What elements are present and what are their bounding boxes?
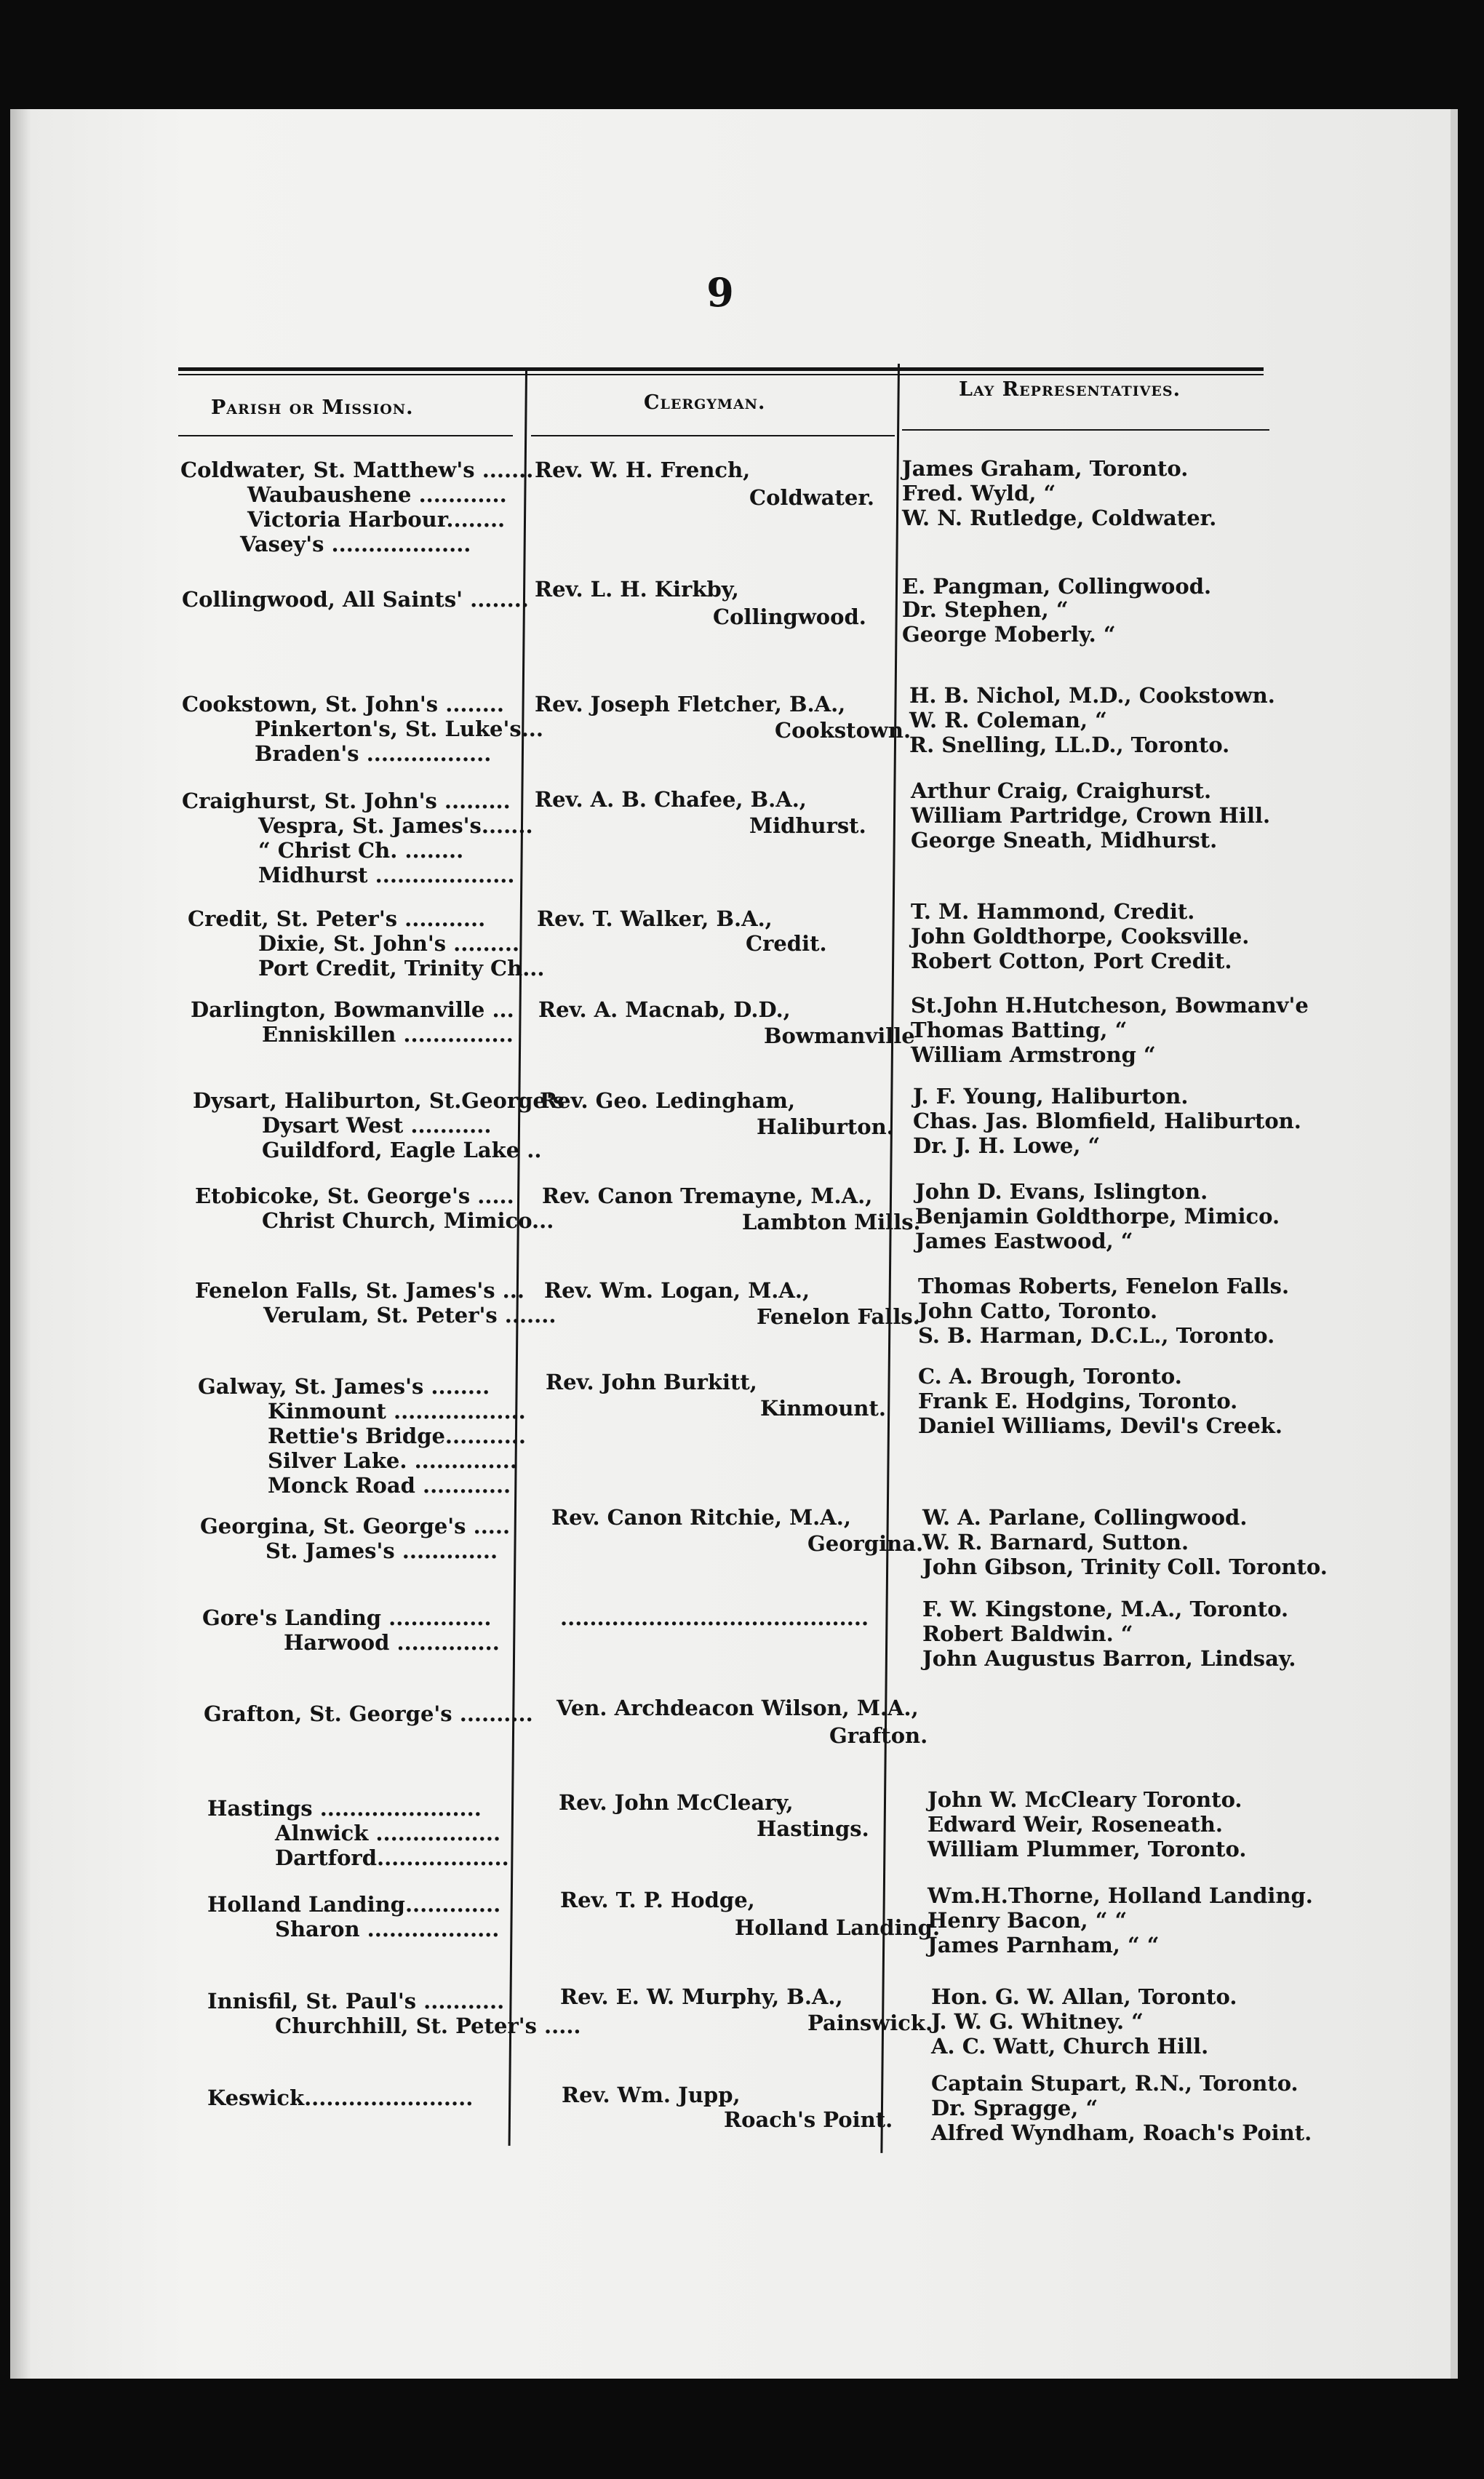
clergyman-line: Rev. Canon Tremayne, M.A., <box>542 1183 873 1208</box>
lay-representative-line: C. A. Brough, Toronto. <box>918 1364 1182 1389</box>
clergyman-line: Rev. L. H. Kirkby, <box>535 577 739 602</box>
lay-representative-line: J. W. G. Whitney. “ <box>931 2009 1144 2034</box>
parish-line: Collingwood, All Saints' ........ <box>182 587 529 612</box>
lay-representative-line: Captain Stupart, R.N., Toronto. <box>931 2071 1298 2096</box>
clergyman-line: Kinmount. <box>760 1396 886 1421</box>
parish-line: Monck Road ............ <box>268 1473 511 1498</box>
parish-line: Gore's Landing .............. <box>202 1605 492 1630</box>
parish-line: Pinkerton's, St. Luke's... <box>255 716 543 741</box>
lay-representative-line: W. N. Rutledge, Coldwater. <box>902 506 1217 530</box>
parish-line: Guildford, Eagle Lake .. <box>262 1138 542 1162</box>
lay-representative-line: John W. McCleary Toronto. <box>928 1787 1242 1812</box>
parish-line: Dysart, Haliburton, St.George's <box>193 1088 565 1113</box>
clergyman-line: Ven. Archdeacon Wilson, M.A., <box>556 1696 919 1720</box>
clergyman-line: Rev. E. W. Murphy, B.A., <box>560 1984 843 2009</box>
clergyman-line: Painswick. <box>807 2011 933 2035</box>
parish-line: Waubaushene ............ <box>247 482 507 507</box>
lay-representative-line: James Graham, Toronto. <box>902 456 1189 481</box>
clergyman-line: Rev. John McCleary, <box>559 1790 794 1815</box>
header-underline-parish <box>178 435 513 436</box>
clergyman-line: Georgina. <box>807 1531 924 1556</box>
clergyman-line: Haliburton. <box>757 1114 894 1139</box>
clergyman-line: .......................................... <box>560 1605 869 1630</box>
lay-representative-line: Chas. Jas. Blomfield, Haliburton. <box>913 1109 1301 1133</box>
lay-representative-line: Robert Cotton, Port Credit. <box>911 949 1232 973</box>
clergyman-line: Rev. Wm. Logan, M.A., <box>544 1278 810 1303</box>
clergyman-line: Rev. T. P. Hodge, <box>560 1888 755 1912</box>
parish-line: Port Credit, Trinity Ch... <box>258 956 545 981</box>
lay-representative-line: Thomas Roberts, Fenelon Falls. <box>918 1274 1290 1298</box>
lay-representative-line: W. R. Barnard, Sutton. <box>922 1530 1189 1554</box>
page-sheet <box>10 109 1458 2379</box>
parish-line: Fenelon Falls, St. James's ... <box>195 1278 524 1303</box>
clergyman-line: Fenelon Falls. <box>757 1304 920 1329</box>
parish-line: Christ Church, Mimico... <box>262 1208 554 1233</box>
clergyman-line: Rev. W. H. French, <box>535 458 751 482</box>
lay-representative-line: S. B. Harman, D.C.L., Toronto. <box>918 1323 1275 1348</box>
lay-representative-line: Edward Weir, Roseneath. <box>928 1812 1223 1837</box>
lay-representative-line: Benjamin Goldthorpe, Mimico. <box>915 1204 1280 1229</box>
parish-line: Vasey's ................... <box>240 532 471 556</box>
lay-representative-line: Henry Bacon, “ “ <box>928 1908 1128 1933</box>
clergyman-line: Rev. Canon Ritchie, M.A., <box>551 1505 851 1530</box>
lay-representative-line: Arthur Craig, Craighurst. <box>911 778 1212 803</box>
parish-line: Dysart West ........... <box>262 1113 492 1138</box>
lay-representative-line: W. R. Coleman, “ <box>909 708 1107 732</box>
header-parish: Parish or Mission. <box>211 396 414 419</box>
lay-representative-line: F. W. Kingstone, M.A., Toronto. <box>922 1597 1289 1621</box>
clergyman-line: Lambton Mills. <box>742 1210 921 1234</box>
lay-representative-line: E. Pangman, Collingwood. <box>902 574 1212 599</box>
header-lay-representatives: Lay Representatives. <box>959 378 1181 401</box>
clergyman-line: Midhurst. <box>749 813 866 838</box>
lay-representative-line: T. M. Hammond, Credit. <box>911 899 1195 924</box>
lay-representative-line: Daniel Williams, Devil's Creek. <box>918 1413 1282 1438</box>
lay-representative-line: Dr. Stephen, “ <box>902 597 1069 622</box>
lay-representative-line: William Plummer, Toronto. <box>928 1837 1247 1861</box>
lay-representative-line: James Parnham, “ “ <box>928 1933 1160 1957</box>
parish-line: Sharon .................. <box>275 1917 500 1941</box>
parish-line: St. James's ............. <box>266 1538 498 1563</box>
clergyman-line: Rev. Wm. Jupp, <box>562 2083 741 2107</box>
clergyman-line: Hastings. <box>757 1816 869 1841</box>
parish-line: Hastings ...................... <box>207 1796 482 1821</box>
clergyman-line: Rev. Geo. Ledingham, <box>540 1088 796 1113</box>
parish-line: Harwood .............. <box>284 1630 500 1655</box>
parish-line: Georgina, St. George's ..... <box>200 1514 511 1538</box>
header-underline-clergyman <box>531 435 895 436</box>
parish-line: Credit, St. Peter's ........... <box>188 906 486 931</box>
lay-representative-line: John Augustus Barron, Lindsay. <box>922 1646 1296 1671</box>
top-rule <box>178 367 1264 371</box>
lay-representative-line: William Armstrong “ <box>911 1042 1156 1067</box>
lay-representative-line: H. B. Nichol, M.D., Cookstown. <box>909 683 1275 708</box>
header-underline-lay <box>902 429 1269 431</box>
top-rule-thin <box>178 374 1264 375</box>
lay-representative-line: A. C. Watt, Church Hill. <box>931 2034 1209 2059</box>
lay-representative-line: William Partridge, Crown Hill. <box>911 803 1271 828</box>
parish-line: Braden's ................. <box>255 741 492 766</box>
parish-line: Silver Lake. .............. <box>268 1448 517 1473</box>
lay-representative-line: Dr. J. H. Lowe, “ <box>913 1133 1101 1158</box>
lay-representative-line: R. Snelling, LL.D., Toronto. <box>909 732 1230 757</box>
parish-line: Victoria Harbour........ <box>247 507 506 532</box>
lay-representative-line: W. A. Parlane, Collingwood. <box>922 1505 1248 1530</box>
parish-line: Verulam, St. Peter's ....... <box>263 1303 556 1328</box>
parish-line: Galway, St. James's ........ <box>198 1374 490 1399</box>
lay-representative-line: George Moberly. “ <box>902 622 1116 647</box>
lay-representative-line: Hon. G. W. Allan, Toronto. <box>931 1984 1237 2009</box>
page-edge <box>1451 109 1458 2379</box>
clergyman-line: Bowmanville <box>764 1023 915 1048</box>
parish-line: Enniskillen ............... <box>262 1022 514 1047</box>
lay-representative-line: Wm.H.Thorne, Holland Landing. <box>928 1883 1313 1908</box>
parish-line: Churchhill, St. Peter's ..... <box>275 2013 581 2038</box>
clergyman-line: Rev. Joseph Fletcher, B.A., <box>535 692 846 716</box>
lay-representative-line: John Goldthorpe, Cooksville. <box>911 924 1250 949</box>
parish-line: Coldwater, St. Matthew's ....... <box>180 458 534 482</box>
lay-representative-line: Thomas Batting, “ <box>911 1018 1128 1042</box>
clergyman-line: Rev. John Burkitt, <box>546 1370 757 1394</box>
lay-representative-line: John D. Evans, Islington. <box>915 1179 1208 1204</box>
parish-line: Rettie's Bridge........... <box>268 1424 526 1448</box>
clergyman-line: Grafton. <box>829 1723 928 1748</box>
parish-line: Dixie, St. John's ......... <box>258 931 520 956</box>
parish-line: Kinmount .................. <box>268 1399 526 1424</box>
lay-representative-line: John Gibson, Trinity Coll. Toronto. <box>922 1554 1328 1579</box>
lay-representative-line: James Eastwood, “ <box>915 1229 1133 1253</box>
clergyman-line: Credit. <box>746 931 827 956</box>
lay-representative-line: Fred. Wyld, “ <box>902 481 1056 506</box>
lay-representative-line: Robert Baldwin. “ <box>922 1621 1133 1646</box>
lay-representative-line: John Catto, Toronto. <box>918 1298 1158 1323</box>
parish-line: Etobicoke, St. George's ..... <box>195 1183 514 1208</box>
lay-representative-line: Frank E. Hodgins, Toronto. <box>918 1389 1238 1413</box>
clergyman-line: Roach's Point. <box>724 2107 893 2132</box>
parish-line: Cookstown, St. John's ........ <box>182 692 505 716</box>
lay-representative-line: Dr. Spragge, “ <box>931 2096 1098 2120</box>
clergyman-line: Collingwood. <box>713 604 866 629</box>
parish-line: Grafton, St. George's .......... <box>204 1701 533 1726</box>
parish-line: Innisfil, St. Paul's ........... <box>207 1989 505 2013</box>
clergyman-line: Coldwater. <box>749 485 875 510</box>
page-number: 9 <box>706 269 734 316</box>
lay-representative-line: St.John H.Hutcheson, Bowmanv'e <box>911 993 1309 1018</box>
parish-line: “ Christ Ch. ........ <box>258 838 464 863</box>
lay-representative-line: J. F. Young, Haliburton. <box>913 1084 1189 1109</box>
parish-line: Darlington, Bowmanville ... <box>191 997 514 1022</box>
parish-line: Craighurst, St. John's ......... <box>182 789 511 813</box>
lay-representative-line: George Sneath, Midhurst. <box>911 828 1218 853</box>
parish-line: Alnwick ................. <box>275 1821 501 1845</box>
clergyman-line: Rev. A. Macnab, D.D., <box>538 997 791 1022</box>
clergyman-line: Rev. A. B. Chafee, B.A., <box>535 787 807 812</box>
clergyman-line: Rev. T. Walker, B.A., <box>537 906 773 931</box>
parish-line: Keswick....................... <box>207 2085 474 2110</box>
header-clergyman: Clergyman. <box>644 391 766 414</box>
clergyman-line: Holland Landing. <box>735 1915 941 1940</box>
parish-line: Vespra, St. James's....... <box>258 813 533 838</box>
parish-line: Dartford.................. <box>275 1845 509 1870</box>
parish-line: Holland Landing............. <box>207 1892 501 1917</box>
lay-representative-line: Alfred Wyndham, Roach's Point. <box>931 2120 1312 2145</box>
parish-line: Midhurst ................... <box>258 863 515 887</box>
page-binding-shadow <box>10 109 31 2379</box>
clergyman-line: Cookstown. <box>775 718 911 743</box>
